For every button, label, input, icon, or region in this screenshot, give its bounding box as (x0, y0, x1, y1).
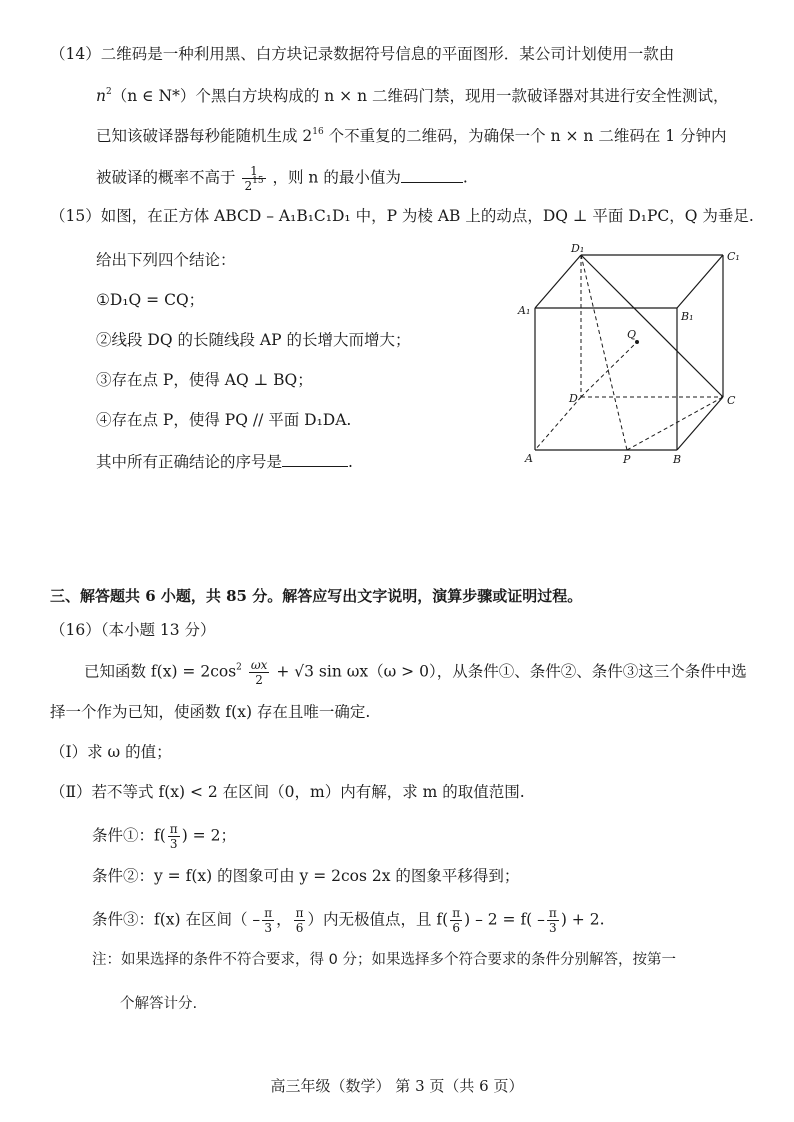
fraction-1-over-2-15: $\frac{1}{2^{15}}$ (244, 164, 264, 193)
label-A: A (525, 452, 533, 465)
q16-part-2: （Ⅱ）若不等式 f(x) < 2 在区间（0，m）内有解，求 m 的取值范围. (50, 783, 525, 801)
q14-line-1: （14）二维码是一种利用黑、白方块记录数据符号信息的平面图形．某公司计划使用一款由 (50, 45, 675, 63)
cube-figure (505, 240, 750, 470)
q16-note-1: 注：如果选择的条件不符合要求，得 0 分；如果选择多个符合要求的条件分别解答，按第一 (92, 952, 676, 968)
q16-note-2: 个解答计分. (120, 996, 198, 1012)
segment-DQ (581, 342, 637, 397)
q16-condition-1: 条件①：f( $\frac{\pi}{3}$ ) = 2； (92, 822, 236, 851)
page-footer: 高三年级（数学） 第 3 页（共 6 页） (270, 1077, 524, 1095)
q16-condition-2: 条件②：y = f(x) 的图象可由 y = 2cos 2x 的图象平移得到； (92, 867, 520, 885)
q16-part-1: （Ⅰ）求 ω 的值； (50, 743, 172, 761)
fraction-pi-over-6-a: $\frac{\pi}{6}$ (295, 906, 304, 935)
q15-intro: 给出下列四个结论： (96, 251, 236, 269)
edge-CB (677, 397, 723, 450)
edge-C1B1 (677, 255, 723, 308)
label-D: D (569, 392, 578, 405)
q16-title: （16）（本小题 13 分） (50, 621, 216, 639)
label-A1: A₁ (518, 304, 531, 317)
label-Q: Q (627, 328, 637, 341)
fraction-pi-over-3-a: $\frac{\pi}{3}$ (264, 906, 273, 935)
label-B1: B₁ (681, 310, 694, 323)
q16-condition-3: 条件③：f(x) 在区间（ – $\frac{\pi}{3}$ ， $\frac{\pi}{6}$ ）内无极值点，且 f( $\frac{\pi}{6}$ ) – 2 = f( – $\frac{\pi}{3}$ ) + 2. (92, 906, 605, 935)
q15-ask: 其中所有正确结论的序号是 . (96, 453, 353, 471)
segment-D1P (581, 255, 627, 450)
q16-stem-1: 已知函数 $f(x) = 2\cos^2$ $\frac{\omega x}{2}$ + √3 sin ωx（ω > 0），从条件①、条件②、条件③这三个条件中选 (84, 658, 747, 687)
q15-conclusion-4: ④存在点 P，使得 PQ // 平面 D₁DA. (96, 411, 352, 429)
fraction-pi-over-6-b: $\frac{\pi}{6}$ (452, 906, 461, 935)
q14-line-4: 被破译的概率不高于 $\frac{1}{2^{15}}$ ，则 n 的最小值为 . (96, 164, 468, 193)
fraction-pi-over-3: $\frac{\pi}{3}$ (169, 822, 178, 851)
q15-conclusion-3: ③存在点 P，使得 AQ ⊥ BQ； (96, 371, 313, 389)
label-B: B (673, 453, 682, 466)
q14-line-3: 已知该破译器每秒能随机生成 $2^{16}$ 个不重复的二维码，为确保一个 n × n 二维码在 1 分钟内 (96, 127, 727, 145)
label-C1: C₁ (727, 250, 740, 263)
section-3-heading: 三、解答题共 6 小题，共 85 分。解答应写出文字说明，演算步骤或证明过程。 (50, 587, 583, 605)
q14-line-2: $n^2(n$ ∈ N*）个黑白方块构成的 n × n 二维码门禁，现用一款破译器对其进行安全性测试， (96, 87, 729, 105)
answer-blank-q14 (401, 182, 463, 183)
q15-line-1: （15）如图，在正方体 ABCD – A₁B₁C₁D₁ 中，P 为棱 AB 上的动点，DQ ⊥ 平面 D₁PC，Q 为垂足. (50, 207, 754, 225)
q15-conclusion-2: ②线段 DQ 的长随线段 AP 的长增大而增大； (96, 331, 411, 349)
label-D1: D₁ (571, 242, 585, 255)
label-P: P (623, 453, 631, 466)
fraction-pi-over-3-b: $\frac{\pi}{3}$ (548, 906, 557, 935)
edge-A1D1 (535, 255, 581, 308)
label-C: C (727, 394, 736, 407)
segment-PC (627, 397, 723, 450)
q15-conclusion-1: ①D₁Q = CQ； (96, 291, 205, 309)
answer-blank-q15 (282, 466, 348, 467)
q16-stem-2: 择一个作为已知，使函数 f(x) 存在且唯一确定. (50, 703, 371, 721)
fraction-omega-x-over-2: $\frac{\omega x}{2}$ (250, 658, 268, 687)
